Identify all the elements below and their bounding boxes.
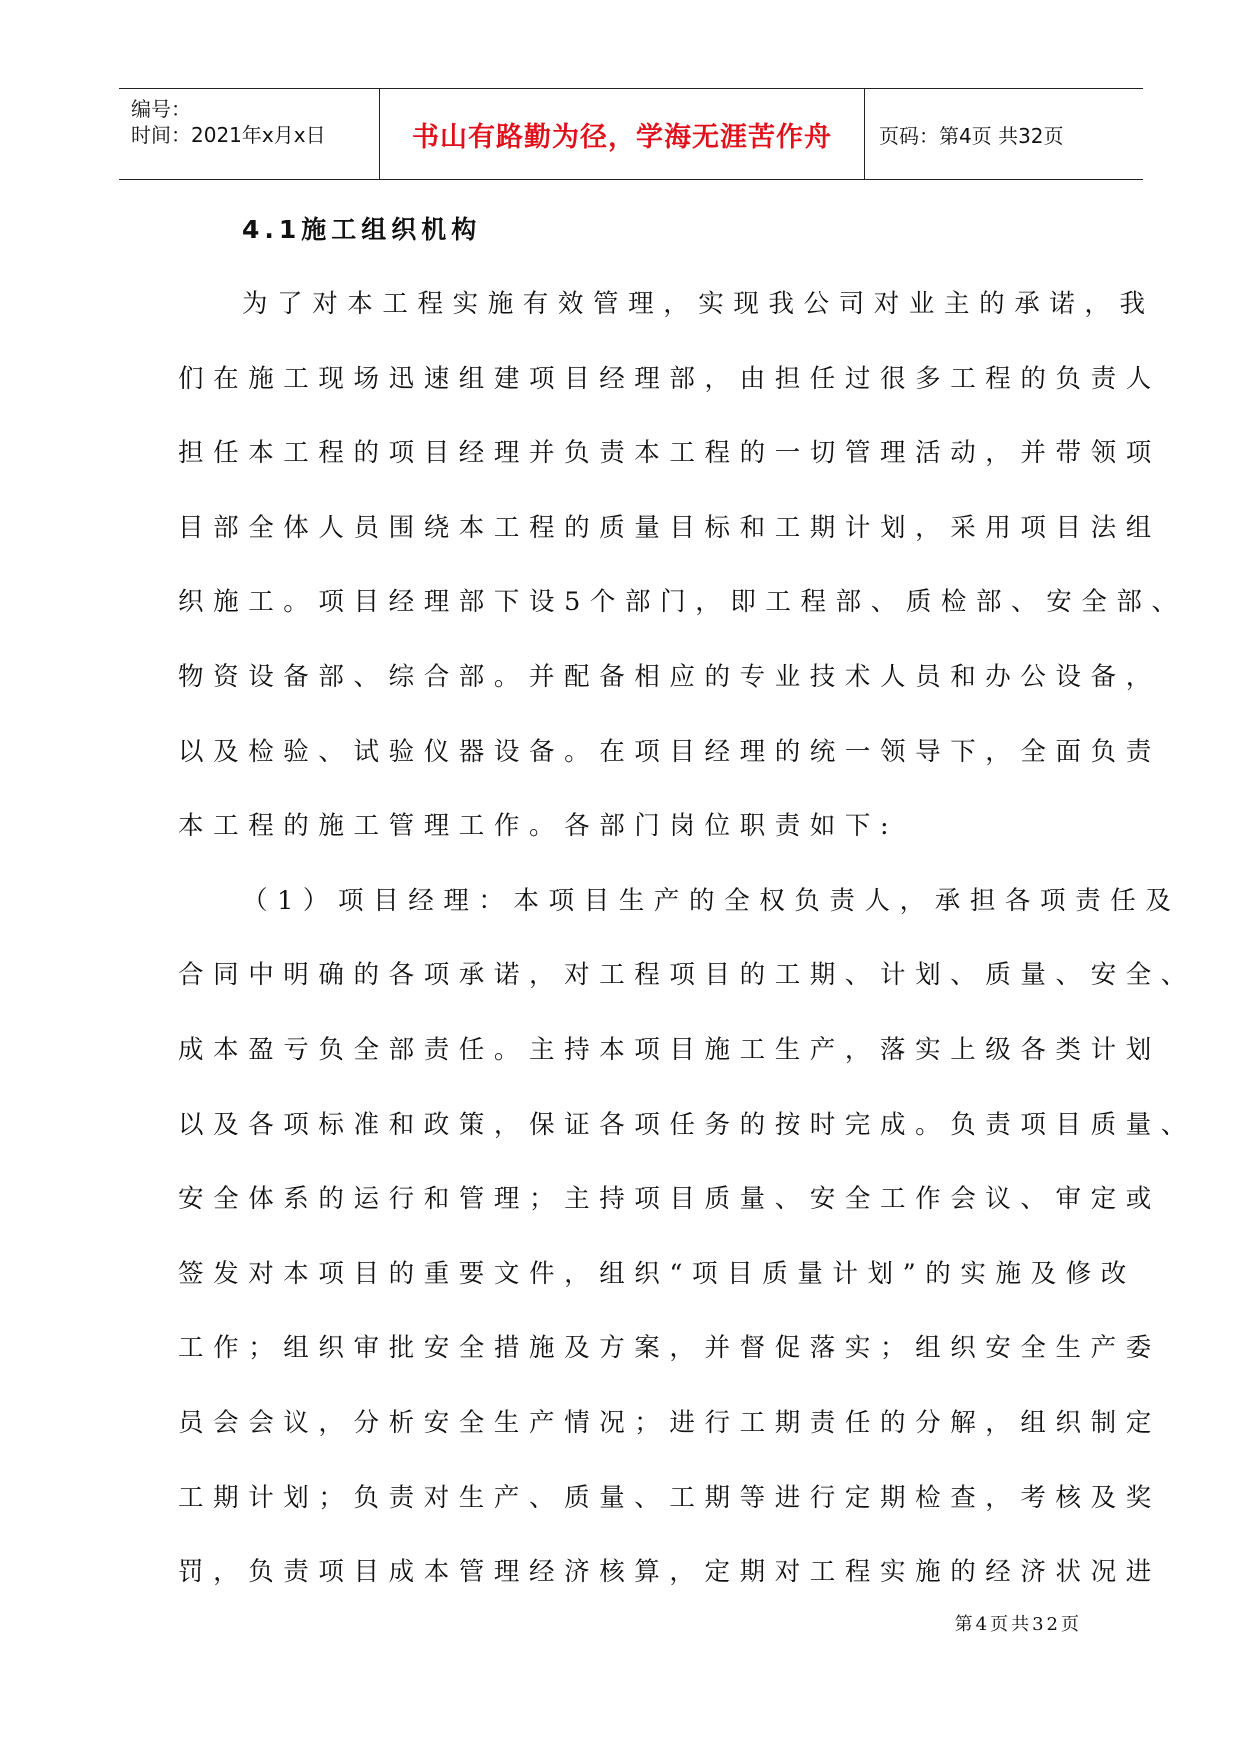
body-line: （1）项目经理：本项目生产的全权负责人，承担各项责任及	[242, 885, 1181, 916]
header-page-code: 页码：第4页 共32页	[879, 123, 1064, 148]
body-line: 本工程的施工管理工作。各部门岗位职责如下:	[178, 811, 899, 842]
body-line: 合同中明确的各项承诺，对工程项目的工期、计划、质量、安全、	[178, 960, 1196, 991]
page-footer: 第4页共32页	[954, 1614, 1082, 1635]
header-page-cell	[865, 89, 1143, 179]
page-header	[119, 88, 1143, 180]
header-left-cell	[119, 89, 379, 179]
body-line: 物资设备部、综合部。并配备相应的专业技术人员和办公设备，	[178, 661, 1161, 692]
body-line: 织施工。项目经理部下设5个部门，即工程部、质检部、安全部、	[178, 587, 1187, 618]
body-line: 们在施工现场迅速组建项目经理部，由担任过很多工程的负责人	[178, 363, 1161, 394]
body-line: 员会会议，分析安全生产情况；进行工期责任的分解，组织制定	[178, 1407, 1161, 1438]
body-line: 目部全体人员围绕本工程的质量目标和工期计划，采用项目法组	[178, 512, 1161, 543]
body-line: 成本盈亏负全部责任。主持本项目施工生产，落实上级各类计划	[178, 1034, 1161, 1065]
body-paragraphs	[178, 278, 1196, 1621]
body-line: 以及检验、试验仪器设备。在项目经理的统一领导下，全面负责	[178, 736, 1161, 767]
header-motto: 书山有路勤为径，学海无涯苦作舟	[412, 121, 832, 153]
body-line: 担任本工程的项目经理并负责本工程的一切管理活动，并带领项	[178, 438, 1161, 469]
header-motto-cell	[379, 89, 865, 179]
document-number-label: 编号：	[131, 97, 191, 121]
body-line: 工作；组织审批安全措施及方案，并督促落实；组织安全生产委	[178, 1333, 1161, 1364]
body-line: 签发对本项目的重要文件，组织“项目质量计划”的实施及修改	[178, 1258, 1136, 1289]
document-time-label: 时间：2021年x月x日	[131, 123, 326, 147]
body-line: 为了对本工程实施有效管理，实现我公司对业主的承诺，我	[242, 289, 1155, 319]
body-line: 罚，负责项目成本管理经济核算，定期对工程实施的经济状况进	[178, 1557, 1161, 1588]
section-title: 4.1施工组织机构	[242, 215, 482, 244]
body-line: 以及各项标准和政策，保证各项任务的按时完成。负责项目质量、	[178, 1109, 1196, 1140]
body-line: 工期计划；负责对生产、质量、工期等进行定期检查，考核及奖	[178, 1482, 1161, 1513]
body-line: 安全体系的运行和管理；主持项目质量、安全工作会议、审定或	[178, 1184, 1161, 1215]
